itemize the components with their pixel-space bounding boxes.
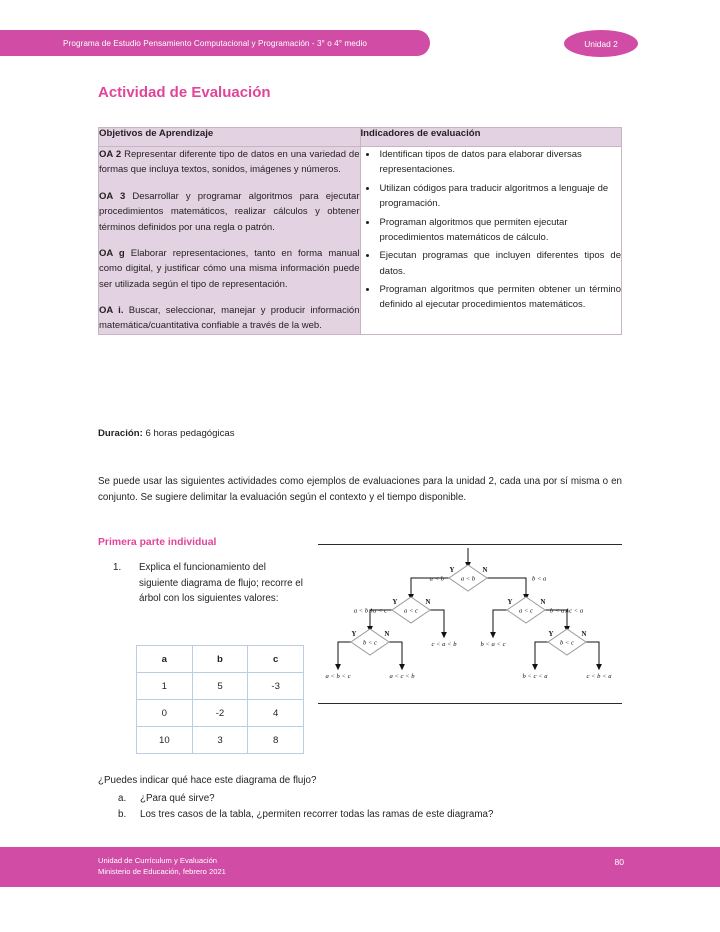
node-label-root: a < b bbox=[460, 575, 476, 583]
node-yes-right: Y bbox=[507, 599, 513, 606]
bottom-questions bbox=[98, 773, 628, 823]
indicator-item: • Identifican tipos de datos para elaborar diversas representaciones. bbox=[378, 147, 622, 178]
objective-text: Representar diferente tipo de datos en una variedad de formas que incluya textos, sonidos, imágenes y números. bbox=[99, 149, 360, 176]
bottom-question-text: Los tres casos de la tabla, ¿permiten recorrer todas las ramas de este diagrama? bbox=[140, 808, 494, 820]
objective-text: Desarrollar y programar algoritmos para ejecutar procedimientos matemáticos, realizar cálculos y obtener términos definidos por una regla o patrón. bbox=[99, 190, 360, 233]
edge-label-root-no: b < a bbox=[532, 575, 547, 583]
footer-text bbox=[98, 855, 226, 878]
objective-item bbox=[99, 246, 360, 292]
cell-b: -2 bbox=[192, 700, 248, 727]
header-band bbox=[0, 30, 430, 56]
unit-badge-label: Unidad 2 bbox=[584, 38, 618, 49]
node-label-left: a < c bbox=[404, 607, 418, 615]
bottom-question-item bbox=[118, 791, 628, 807]
leaf-label-3: c < a < b bbox=[431, 641, 457, 648]
table-header-row bbox=[99, 128, 622, 147]
cell-b: 5 bbox=[192, 673, 248, 700]
node-label-right-right: b < c bbox=[560, 639, 574, 647]
indicator-item: • Utilizan códigos para traducir algoritmos a lenguaje de programación. bbox=[378, 181, 622, 212]
indicators-cell bbox=[360, 147, 622, 335]
unit-badge bbox=[564, 30, 638, 57]
bottom-question-letter: a. bbox=[118, 792, 127, 804]
question-1 bbox=[113, 560, 303, 607]
node-yes-left-left: Y bbox=[351, 631, 357, 638]
duration-value: 6 horas pedagógicas bbox=[145, 428, 235, 439]
footer-line-2: Ministerio de Educación, febrero 2021 bbox=[98, 867, 226, 877]
indicators-list bbox=[361, 147, 622, 313]
intro-paragraph: Se puede usar las siguientes actividades como ejemplos de evaluaciones para la unidad 2, cada una por sí misma o en conjunto. Se sugiere delimitar la evaluación según el contexto y el tiempo disponible. bbox=[98, 476, 622, 504]
objective-code: OA g bbox=[99, 247, 125, 259]
cell-a: 0 bbox=[137, 700, 193, 727]
node-no-left: N bbox=[425, 599, 431, 606]
objective-item bbox=[99, 303, 360, 334]
node-no-root: N bbox=[482, 567, 488, 574]
objective-item bbox=[99, 189, 360, 235]
leaf-label-2: a < c < b bbox=[389, 673, 415, 680]
column-header-a: a bbox=[137, 646, 193, 673]
objective-text: Buscar, seleccionar, manejar y producir información matemática/cuantitativa confiable a través de la web. bbox=[99, 305, 360, 332]
bottom-question-item bbox=[118, 807, 628, 823]
footer-band bbox=[0, 847, 720, 887]
objectives-indicators-table bbox=[98, 127, 622, 335]
column-header-c: c bbox=[248, 646, 304, 673]
values-table bbox=[136, 645, 304, 754]
leaf-label-4: b < a < c bbox=[480, 641, 506, 648]
table-row bbox=[137, 700, 304, 727]
cell-c: 8 bbox=[248, 727, 304, 754]
indicator-item: • Programan algoritmos que permiten obtener un término definido al ejecutar procedimientos matemáticos. bbox=[378, 282, 622, 313]
cell-b: 3 bbox=[192, 727, 248, 754]
flowchart-svg bbox=[318, 545, 622, 702]
cell-a: 10 bbox=[137, 727, 193, 754]
leaf-label-1: a < b < c bbox=[325, 673, 351, 680]
bottom-question-letter: b. bbox=[118, 808, 127, 820]
leaf-label-6: c < b < a bbox=[586, 673, 612, 680]
leaf-label-5: b < c < a bbox=[522, 673, 548, 680]
decision-node-root bbox=[449, 565, 488, 591]
table-body-row bbox=[99, 147, 622, 335]
duration-label: Duración: bbox=[98, 428, 143, 439]
bottom-question-main: ¿Puedes indicar qué hace este diagrama de flujo? bbox=[98, 775, 317, 786]
page-title: Actividad de Evaluación bbox=[98, 84, 271, 101]
edge-label-right-no: b < a∧c < a bbox=[550, 607, 584, 615]
node-no-left-left: N bbox=[384, 631, 390, 638]
objective-code: OA i. bbox=[99, 305, 124, 316]
node-yes-left: Y bbox=[392, 599, 398, 606]
node-label-left-left: b < c bbox=[363, 639, 377, 647]
edge-label-root-yes: a < b bbox=[429, 575, 444, 583]
indicator-item: • Programan algoritmos que permiten ejecutar procedimientos matemáticos de cálculo. bbox=[378, 215, 622, 246]
header-band-text: Programa de Estudio Pensamiento Computacional y Programación - 3° o 4° medio bbox=[63, 38, 367, 48]
table-row bbox=[137, 727, 304, 754]
objective-item bbox=[99, 147, 360, 178]
column-header-objetivos: Objetivos de Aprendizaje bbox=[99, 128, 361, 147]
decision-node-left-left bbox=[351, 629, 390, 655]
node-yes-right-right: Y bbox=[548, 631, 554, 638]
duration-line bbox=[98, 428, 235, 439]
objective-code: OA 3 bbox=[99, 190, 126, 202]
objective-text: Elaborar representaciones, tanto en forma manual como digital, y justificar cómo una misma información puede ser utilizada según el tipo de representación. bbox=[99, 247, 360, 290]
objectives-cell bbox=[99, 147, 361, 335]
indicator-item: • Ejecutan programas que incluyen diferentes tipos de datos. bbox=[378, 248, 622, 279]
page-number: 80 bbox=[614, 857, 624, 867]
column-header-b: b bbox=[192, 646, 248, 673]
decision-node-left bbox=[392, 597, 431, 623]
bottom-question-text: ¿Para qué sirve? bbox=[140, 792, 215, 804]
node-no-right-right: N bbox=[581, 631, 587, 638]
table-header-row bbox=[137, 646, 304, 673]
node-no-right: N bbox=[540, 599, 546, 606]
table-row bbox=[137, 673, 304, 700]
decision-node-right bbox=[507, 597, 546, 623]
node-yes-root: Y bbox=[449, 567, 455, 574]
section-heading: Primera parte individual bbox=[98, 537, 217, 548]
decision-node-right-right bbox=[548, 629, 587, 655]
cell-c: -3 bbox=[248, 673, 304, 700]
column-header-indicadores: Indicadores de evaluación bbox=[360, 128, 622, 147]
cell-c: 4 bbox=[248, 700, 304, 727]
objective-code: OA 2 bbox=[99, 149, 122, 160]
question-1-number: 1. bbox=[113, 562, 122, 573]
footer-line-1: Unidad de Currículum y Evaluación bbox=[98, 856, 218, 865]
cell-a: 1 bbox=[137, 673, 193, 700]
edge-label-left-yes: a < b∧a < c bbox=[353, 607, 387, 615]
node-label-right: a < c bbox=[519, 607, 533, 615]
question-1-text: Explica el funcionamiento del siguiente diagrama de flujo; recorre el árbol con los siguientes valores: bbox=[139, 562, 303, 605]
flowchart-diagram bbox=[318, 544, 622, 704]
